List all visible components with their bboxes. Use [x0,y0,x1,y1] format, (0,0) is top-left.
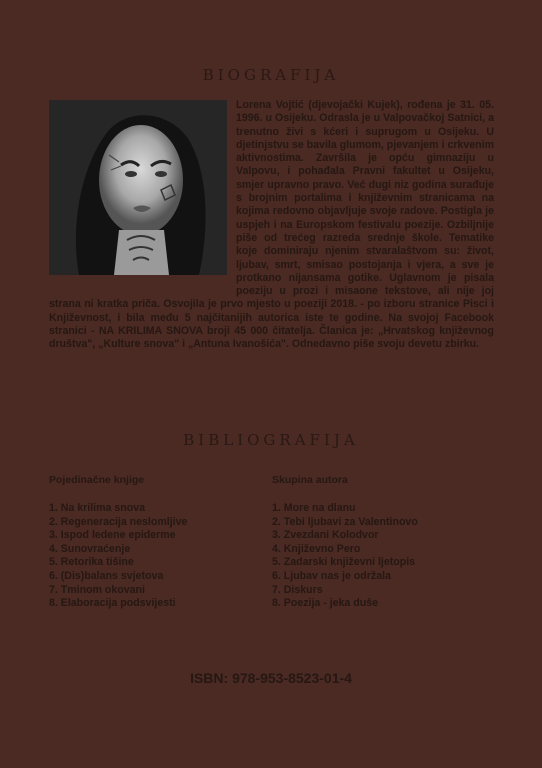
list-item: 6. (Dis)balans svjetova [49,569,164,582]
list-item: 1. Na krilima snova [49,502,145,514]
list-item: 7. Diskurs [272,583,323,596]
list-item: 1. More na dlanu [272,502,356,514]
list-item: 8. Poezija - jeka duše [272,597,378,610]
list-item: 2. Tebi ljubavi za Valentinovo [272,515,418,528]
list-item: 6. Ljubav nas je održala [272,569,391,582]
bibliography-heading: BIBLIOGRAFIJA [183,431,359,449]
individual-books-title: Pojedinačne knjige [49,474,145,486]
list-item: 2. Regeneracija neslomljive [49,515,188,528]
group-authors-list [272,502,418,611]
photo-float-spacer [49,99,236,289]
biography-heading: BIOGRAFIJA [202,66,340,84]
individual-books-list [49,502,187,611]
list-item: 4. Sunovraćenje [49,542,131,555]
group-authors-title: Skupina autora [272,474,348,486]
list-item: 4. Književno Pero [272,542,361,555]
list-item: 7. Tminom okovani [49,583,145,596]
isbn-number: ISBN: 978-953-8523-01-4 [190,670,352,686]
biography-text: Lorena Vojtić (djevojački Kujek), rođena je 31. 05. 1996. u Osijeku. Odrasla je u Valpovačkoj Satnici, a trenutno živi s kćeri i suprugom u Osijeku. U djetinjstvu se bavila glumom, pjevanjem i crkvenim aktivnostima. Završila je opću gimnaziju u Valpovu, i pohađala Pravni fakultet u Osijeku, smjer upravno pravo. Već dugi niz godina surađuje s brojnim portalima i književnim stranicama na kojima redovno objavljuje svoje radove. Postigla je uspjeh i na Europskom festivalu poezije. Ozbiljnije piše od trećeg razreda srednje škole. Tematike koje dominiraju njenim stvaralaštvom su: život, ljubav, smrt, smisao postojanja i vjera, a sve je protkano nijansama gotike. Uglavnom je pisala poeziju u prozi i misaone tekstove, ali nije joj strana ni kratka priča. Osvojila je prvo mjesto u poeziji 2018. - po izboru stranice Pisci i Književnost, i bila među 5 najčitanijih autorica iste te godine. Na svojoj Facebook stranici - NA KRILIMA SNOVA broji 45 000 čitatelja. Članica je: „Hrvatskog književnog društva", „Kulture snova" i „Antuna Ivanošića". Odnedavno piše svoju devetu zbirku. [49,99,494,351]
list-item: 5. Zadarski književni ljetopis [272,556,416,569]
biography-text-block [49,99,494,352]
list-item: 3. Zvezdani Kolodvor [272,529,379,542]
list-item: 8. Elaboracija podsvijesti [49,597,176,610]
list-item: 3. Ispod ledene epiderme [49,529,176,542]
list-item: 5. Retorika tišine [49,556,134,569]
